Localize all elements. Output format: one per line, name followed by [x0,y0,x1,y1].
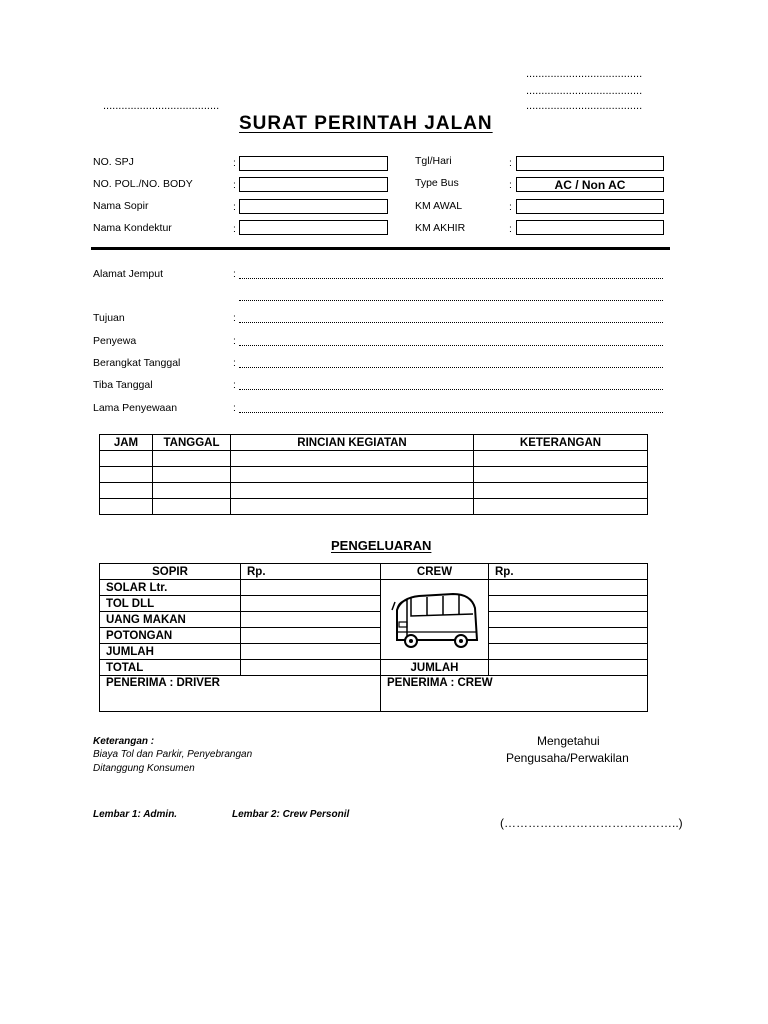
berangkat-tanggal-line[interactable] [239,367,663,368]
expenses-table [99,563,648,712]
field-label-nama-sopir: Nama Sopir [93,200,149,212]
crew-value-5[interactable] [489,644,648,660]
field-colon: : [509,223,512,235]
field-colon: : [509,179,512,191]
col-header-crew: CREW [381,564,489,580]
lama-penyewaan-line[interactable] [239,412,663,413]
field-colon: : [233,357,236,369]
table-cell[interactable] [153,499,231,515]
field-colon: : [233,268,236,280]
pengusaha-label: Pengusaha/Perwakilan [506,751,629,765]
expenses-title: PENGELUARAN [331,538,432,553]
table-cell[interactable] [153,483,231,499]
nama-kondektur-input[interactable] [239,220,388,235]
field-label-tujuan: Tujuan [93,312,125,324]
penerima-crew[interactable]: PENERIMA : CREW [381,676,648,712]
col-header-keterangan: KETERANGAN [474,435,648,451]
table-cell[interactable] [231,451,474,467]
table-cell[interactable] [231,499,474,515]
field-colon: : [233,335,236,347]
activity-table [99,434,648,515]
bus-icon [391,588,479,652]
alamat-jemput-line[interactable] [239,278,663,279]
field-label-type-bus: Type Bus [415,177,459,189]
field-label-lama-penyewaan: Lama Penyewaan [93,402,178,414]
activity-header-row [100,435,648,451]
table-cell[interactable] [100,467,153,483]
table-cell[interactable] [231,467,474,483]
page-title: SURAT PERINTAH JALAN [239,113,493,134]
table-cell[interactable] [474,451,648,467]
table-cell[interactable] [153,451,231,467]
table-cell[interactable] [100,483,153,499]
no-pol-input[interactable] [239,177,388,192]
penerima-row [100,676,648,712]
table-row [100,660,648,676]
field-label-no-spj: NO. SPJ [93,156,134,168]
field-label-nama-kondektur: Nama Kondektur [93,222,172,234]
no-spj-input[interactable] [239,156,388,171]
crew-value-4[interactable] [489,628,648,644]
field-colon: : [233,201,236,213]
header-dots-right-2: ...................................... [526,85,643,97]
penerima-driver[interactable]: PENERIMA : DRIVER [100,676,381,712]
tiba-tanggal-line[interactable] [239,389,663,390]
field-label-tgl-hari: Tgl/Hari [415,155,452,167]
header-dots-right-1: ...................................... [526,68,643,80]
table-cell[interactable] [153,467,231,483]
col-header-rincian: RINCIAN KEGIATAN [231,435,474,451]
col-header-sopir: SOPIR [100,564,241,580]
expense-value-potongan[interactable] [241,628,381,644]
penyewa-line[interactable] [239,345,663,346]
header-dots-right-3: ...................................... [526,100,643,112]
table-row [100,499,648,515]
field-label-alamat-jemput: Alamat Jemput [93,268,164,280]
mengetahui-label: Mengetahui [537,734,600,748]
col-header-rp-sopir: Rp. [241,564,381,580]
table-cell[interactable] [100,499,153,515]
table-row [100,580,648,596]
expense-label-tol: TOL DLL [100,596,241,612]
table-row [100,467,648,483]
table-row [100,483,648,499]
alamat-jemput-line-2[interactable] [239,300,663,301]
expense-label-solar: SOLAR Ltr. [100,580,241,596]
table-row [100,644,648,660]
tujuan-line[interactable] [239,322,663,323]
field-label-tiba-tanggal: Tiba Tanggal [93,379,153,391]
table-row [100,628,648,644]
table-row [100,451,648,467]
field-colon: : [233,312,236,324]
field-label-km-akhir: KM AKHIR [415,222,466,234]
lembar-1: Lembar 1: Admin. [93,809,178,820]
km-akhir-input[interactable] [516,220,664,235]
field-colon: : [233,179,236,191]
field-colon: : [509,201,512,213]
nama-sopir-input[interactable] [239,199,388,214]
expense-value-total[interactable] [241,660,381,676]
field-colon: : [233,223,236,235]
expense-value-tol[interactable] [241,596,381,612]
expense-value-uang-makan[interactable] [241,612,381,628]
type-bus-input[interactable]: AC / Non AC [516,177,664,192]
expense-label-potongan: POTONGAN [100,628,241,644]
field-label-km-awal: KM AWAL [415,200,463,212]
table-cell[interactable] [100,451,153,467]
crew-jumlah-value[interactable] [489,660,648,676]
bus-cell [381,580,489,660]
field-colon: : [233,157,236,169]
header-dots-left: ...................................... [103,100,220,112]
table-cell[interactable] [231,483,474,499]
field-colon: : [233,379,236,391]
tgl-hari-input[interactable] [516,156,664,171]
signature-line[interactable]: (……………………………………..) [500,816,683,830]
expenses-header-row [100,564,648,580]
section-divider [91,247,670,250]
keterangan-line-2: Ditanggung Konsumen [93,763,195,774]
expense-value-solar[interactable] [241,580,381,596]
col-header-rp-crew: Rp. [489,564,648,580]
field-label-penyewa: Penyewa [93,335,137,347]
col-header-jam: JAM [100,435,153,451]
crew-value-2[interactable] [489,596,648,612]
table-row [100,612,648,628]
field-label-berangkat-tanggal: Berangkat Tanggal [93,357,181,369]
expense-value-jumlah[interactable] [241,644,381,660]
col-header-tanggal: TANGGAL [153,435,231,451]
keterangan-title: Keterangan : [93,736,155,747]
expense-label-uang-makan: UANG MAKAN [100,612,241,628]
field-colon: : [509,157,512,169]
crew-jumlah-label: JUMLAH [381,660,489,676]
crew-value-3[interactable] [489,612,648,628]
keterangan-line-1: Biaya Tol dan Parkir, Penyebrangan [93,749,253,760]
expense-label-jumlah: JUMLAH [100,644,241,660]
field-colon: : [233,402,236,414]
km-awal-input[interactable] [516,199,664,214]
table-row [100,596,648,612]
table-cell[interactable] [474,467,648,483]
crew-value-1[interactable] [489,580,648,596]
table-cell[interactable] [474,483,648,499]
field-label-no-pol: NO. POL./NO. BODY [93,178,193,190]
table-cell[interactable] [474,499,648,515]
lembar-2: Lembar 2: Crew Personil [232,809,350,820]
expense-label-total: TOTAL [100,660,241,676]
